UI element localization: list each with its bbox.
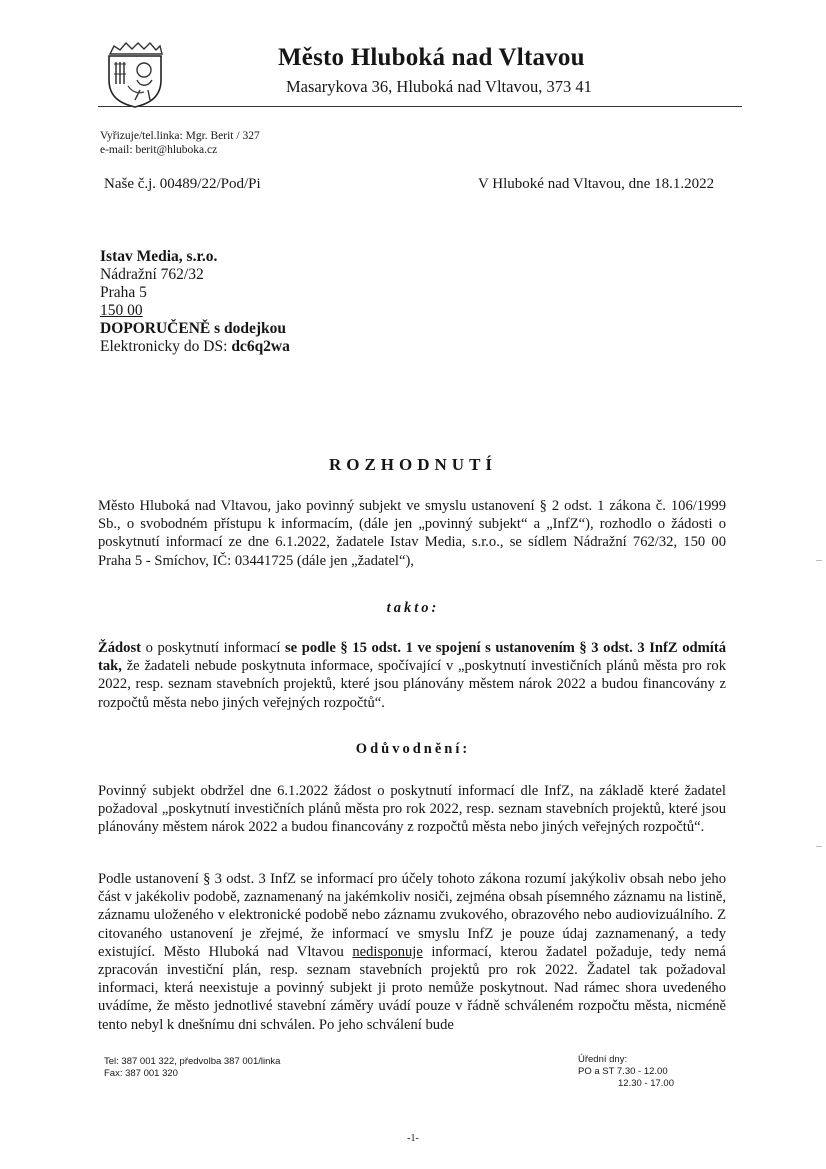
verdict-text-1: o poskytnutí informací (140, 640, 285, 656)
verdict-subject: Žádost (98, 640, 141, 656)
recipient-city: Praha 5 (100, 284, 147, 301)
scan-margin-mark (816, 846, 822, 847)
reasoning-paragraph-1: Povinný subjekt obdržel dne 6.1.2022 žádost o poskytnutí informací dle InfZ, na základě které žadatel požadoval „poskytnutí investičních plánů města pro rok 2022, resp. seznam stavebních projektů, které jsou plánovány městem nárok 2022 a budou financovány z rozpočtů města nebo jiných veřejných rozpočtů“. (98, 783, 726, 836)
page-number: -1- (407, 1133, 419, 1144)
municipality-name: Město Hluboká nad Vltavou (278, 44, 585, 71)
handler-line: Vyřizuje/tel.linka: Mgr. Berit / 327 (100, 130, 260, 142)
data-box-label: Elektronicky do DS: (100, 338, 228, 355)
verdict-legal-basis: se podle § 15 odst. 1 ve spojení s ustanovením § 3 odst. 3 InfZ odmítá tak, (98, 640, 727, 675)
intro-paragraph: Město Hluboká nad Vltavou, jako povinný subjekt ve smyslu ustanovení § 2 odst. 1 zákona č. 106/1999 Sb., o svobodném přístupu k informacím, (dále jen „povinný subjekt“ a „InfZ“), rozhodlo o žádosti o poskytnutí informací ze dne 6.1.2022, žadatele Istav Media, s.r.o., se sídlem Nádražní 762/32, 150 00 Praha 5 - Smíchov, IČ: 03441725 (dále jen „žadatel“), (98, 498, 726, 569)
recipient-street: Nádražní 762/32 (100, 266, 204, 283)
reasoning-underlined-word: nedisponuje (352, 943, 423, 960)
reasoning-text-b: informací, kterou žadatel požaduje, tedy nemá zpracován investiční plán, resp. seznam stavebních projektů pro rok 2022. Žadatel tak požadoval informaci, která neexistuje a povinný subjekt ji proto nemůže poskytnout. Nad rámec shora uvedeného uvádíme, že město jednotlivé stavební záměry uvádí pouze v řádně schváleném rozpočtu města, nicméně tento nebyl k dnešnímu dni schválen. Po jeho schválení bude (98, 943, 726, 1033)
office-hours-line-2: 12.30 - 17.00 (618, 1078, 674, 1089)
verdict-text-2: že žadateli nebude poskytnuta informace, spočívající v „poskytnutí investičních plánů města pro rok 2022, resp. seznam stavebních projektů, které jsou plánovány městem nárok 2022 a budou financovány z rozpočtů města nebo jiných veřejných rozpočtů“. (98, 658, 726, 711)
reasoning-paragraph-2 (98, 870, 726, 1034)
header-divider (98, 106, 742, 107)
email-line: e-mail: berit@hluboka.cz (100, 144, 218, 156)
verdict-paragraph (98, 639, 726, 712)
place-and-date: V Hluboké nad Vltavou, dne 18.1.2022 (478, 176, 715, 192)
data-box-line (100, 338, 290, 356)
recipient-name: Istav Media, s.r.o. (100, 248, 218, 265)
data-box-id: dc6q2wa (231, 338, 290, 355)
delivery-method: DOPORUČENĚ s dodejkou (100, 320, 287, 337)
office-hours-label: Úřední dny: (578, 1054, 628, 1065)
recipient-zip: 150 00 (100, 302, 143, 319)
reference-number: Naše č.j. 00489/22/Pod/Pi (104, 176, 261, 192)
reasoning-heading: Odůvodnění: (355, 741, 471, 757)
footer-phone: Tel: 387 001 322, předvolba 387 001/linka (104, 1056, 281, 1067)
scan-margin-mark (816, 560, 822, 561)
city-coat-of-arms-icon (104, 40, 166, 108)
municipality-address: Masarykova 36, Hluboká nad Vltavou, 373 41 (286, 77, 592, 96)
recipient-address-block (100, 248, 290, 356)
footer-fax: Fax: 387 001 320 (104, 1068, 178, 1079)
takto-heading: takto: (386, 600, 440, 616)
reasoning-text-a: Podle ustanovení § 3 odst. 3 InfZ se informací pro účely tohoto zákona rozumí jakýkoliv obsah nebo jeho část v jakékoliv podobě, zaznamenaný na jakémkoliv nosiči, zejména obsah písemného záznamu na listině, záznamu uloženého v elektronické podobě nebo záznamu zvukového, obrazového nebo audiovizuálního. Z citovaného ustanovení je zřejmé, že informací ve smyslu InfZ je pouze údaj zaznamenaný, a tedy existující. Město Hluboká nad Vltavou (98, 871, 726, 960)
office-hours-line-1: PO a ST 7.30 - 12.00 (578, 1066, 668, 1077)
decision-title: ROZHODNUTÍ (328, 455, 498, 474)
